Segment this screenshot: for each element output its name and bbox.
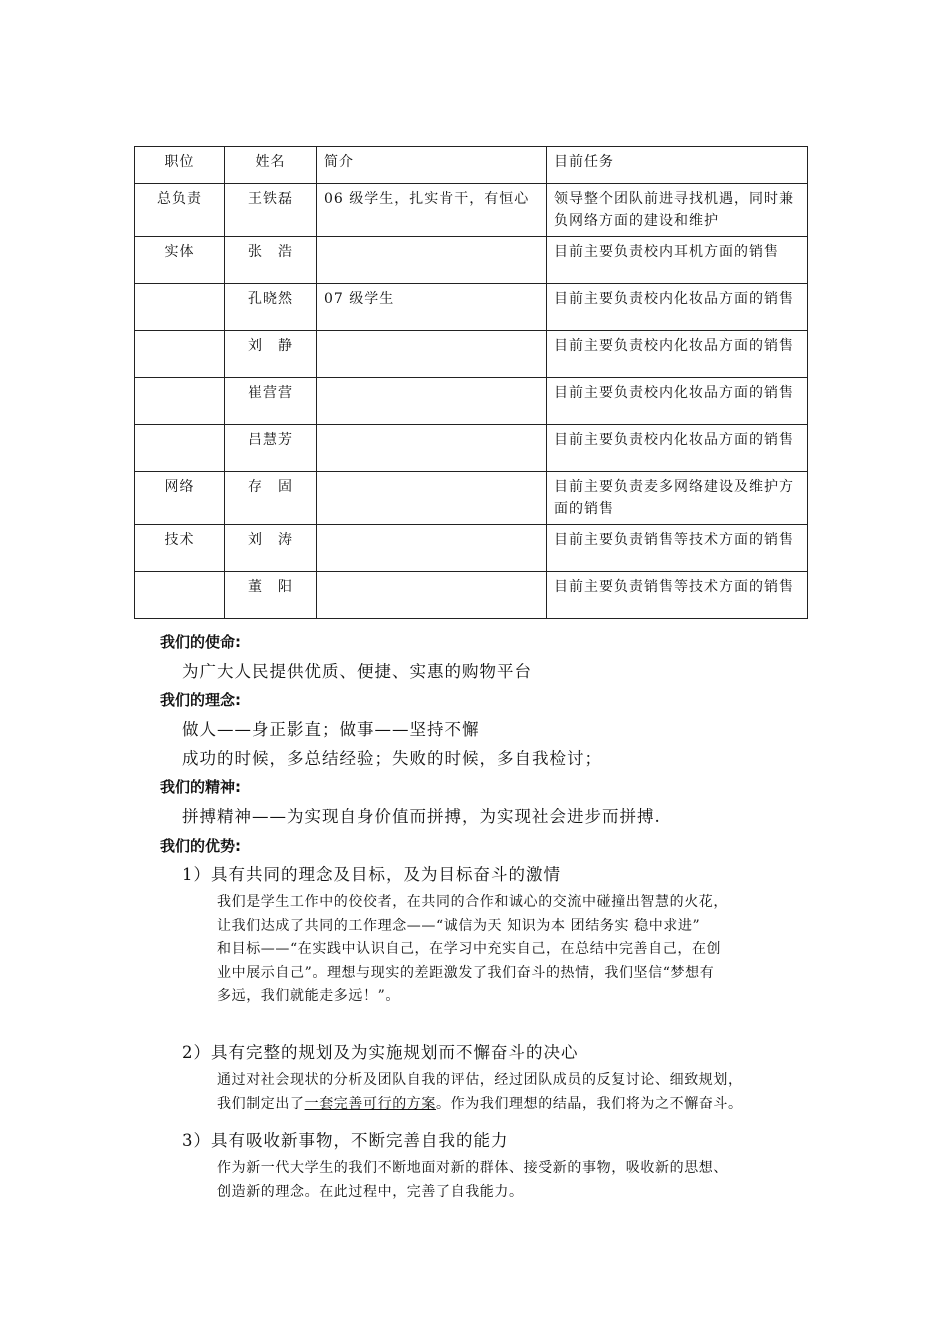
mission-heading: 我们的使命: — [160, 633, 241, 651]
cell-task: 目前主要负责销售等技术方面的销售 — [547, 525, 808, 572]
advantage-2-line-2-pre: 我们制定出了 — [217, 1095, 305, 1112]
cell-intro: 07 级学生 — [317, 284, 547, 331]
header-position: 职位 — [135, 147, 225, 184]
advantage-2-line-2-post: 。作为我们理想的结晶，我们将为之不懈奋斗。 — [436, 1095, 743, 1112]
cell-intro — [317, 472, 547, 525]
advantage-3-line: 作为新一代大学生的我们不断地面对新的群体、接受新的事物，吸收新的思想、 — [217, 1160, 728, 1176]
advantage-2-line-2 — [217, 1093, 743, 1117]
mission-text: 为广大人民提供优质、便捷、实惠的购物平台 — [182, 662, 532, 681]
cell-intro: 06 级学生，扎实肯干，有恒心 — [317, 184, 547, 237]
cell-intro — [317, 378, 547, 425]
cell-task: 目前主要负责麦多网络建设及维护方面的销售 — [547, 472, 808, 525]
header-task: 目前任务 — [547, 147, 808, 184]
cell-name: 张 浩 — [225, 237, 317, 284]
philosophy-line-1: 做人——身正影直；做事——坚持不懈 — [182, 720, 480, 739]
table-row — [135, 525, 808, 572]
advantage-1-line: 和目标——“在实践中认识自己，在学习中充实自己，在总结中完善自己，在创 — [217, 941, 722, 957]
cell-task: 目前主要负责校内化妆品方面的销售 — [547, 378, 808, 425]
cell-task: 目前主要负责校内耳机方面的销售 — [547, 237, 808, 284]
spirit-heading: 我们的精神: — [160, 778, 241, 796]
cell-task: 目前主要负责校内化妆品方面的销售 — [547, 331, 808, 378]
cell-position — [135, 284, 225, 331]
advantage-1-body — [217, 891, 728, 1009]
table-row — [135, 572, 808, 619]
plan-link[interactable]: 一套完善可行的方案 — [304, 1095, 437, 1112]
cell-intro — [317, 237, 547, 284]
advantage-1-line: 多远，我们就能走多远！”。 — [217, 988, 400, 1004]
cell-position — [135, 572, 225, 619]
header-name: 姓名 — [225, 147, 317, 184]
cell-name: 刘 静 — [225, 331, 317, 378]
cell-intro — [317, 331, 547, 378]
spirit-text: 拼搏精神——为实现自身价值而拼搏，为实现社会进步而拼搏. — [182, 807, 661, 826]
cell-name: 王铁磊 — [225, 184, 317, 237]
cell-name: 孔晓然 — [225, 284, 317, 331]
cell-intro — [317, 525, 547, 572]
cell-name: 刘 涛 — [225, 525, 317, 572]
advantage-1-line: 业中展示自己”。理想与现实的差距激发了我们奋斗的热情，我们坚信“梦想有 — [217, 964, 715, 981]
table-header-row — [135, 147, 808, 184]
philosophy-line-2: 成功的时候，多总结经验；失败的时候，多自我检讨； — [182, 749, 602, 768]
table-row — [135, 237, 808, 284]
cell-intro — [317, 572, 547, 619]
advantage-2-title: 2）具有完整的规划及为实施规划而不懈奋斗的决心 — [182, 1043, 579, 1062]
table-row — [135, 472, 808, 525]
advantage-3-body — [217, 1157, 728, 1204]
philosophy-heading: 我们的理念: — [160, 691, 241, 709]
cell-position — [135, 331, 225, 378]
cell-task: 目前主要负责校内化妆品方面的销售 — [547, 425, 808, 472]
cell-position: 技术 — [135, 525, 225, 572]
cell-name: 崔营营 — [225, 378, 317, 425]
team-table — [134, 146, 808, 619]
cell-position: 实体 — [135, 237, 225, 284]
cell-task: 目前主要负责销售等技术方面的销售 — [547, 572, 808, 619]
advantage-3-title: 3）具有吸收新事物，不断完善自我的能力 — [182, 1131, 509, 1150]
table-row — [135, 378, 808, 425]
cell-name: 吕慧芳 — [225, 425, 317, 472]
advantage-2-body — [217, 1069, 743, 1116]
table-row — [135, 331, 808, 378]
table-row — [135, 184, 808, 237]
cell-position: 网络 — [135, 472, 225, 525]
table-row — [135, 284, 808, 331]
advantage-2-line-1: 通过对社会现状的分析及团队自我的评估，经过团队成员的反复讨论、细致规划， — [217, 1072, 743, 1088]
cell-task: 目前主要负责校内化妆品方面的销售 — [547, 284, 808, 331]
advantage-1-line: 让我们达成了共同的工作理念——“诚信为天 知识为本 团结务实 稳中求进” — [217, 917, 701, 934]
advantage-1-line: 我们是学生工作中的佼佼者，在共同的合作和诚心的交流中碰撞出智慧的火花， — [217, 894, 728, 910]
cell-name: 存 固 — [225, 472, 317, 525]
advantage-3-line: 创造新的理念。在此过程中，完善了自我能力。 — [217, 1183, 524, 1200]
cell-position — [135, 425, 225, 472]
cell-intro — [317, 425, 547, 472]
cell-position: 总负责 — [135, 184, 225, 237]
table-row — [135, 425, 808, 472]
cell-task: 领导整个团队前进寻找机遇，同时兼负网络方面的建设和维护 — [547, 184, 808, 237]
header-intro: 简介 — [317, 147, 547, 184]
cell-name: 董 阳 — [225, 572, 317, 619]
advantages-heading: 我们的优势: — [160, 837, 241, 855]
advantage-1-title: 1）具有共同的理念及目标，及为目标奋斗的激情 — [182, 865, 561, 884]
cell-position — [135, 378, 225, 425]
